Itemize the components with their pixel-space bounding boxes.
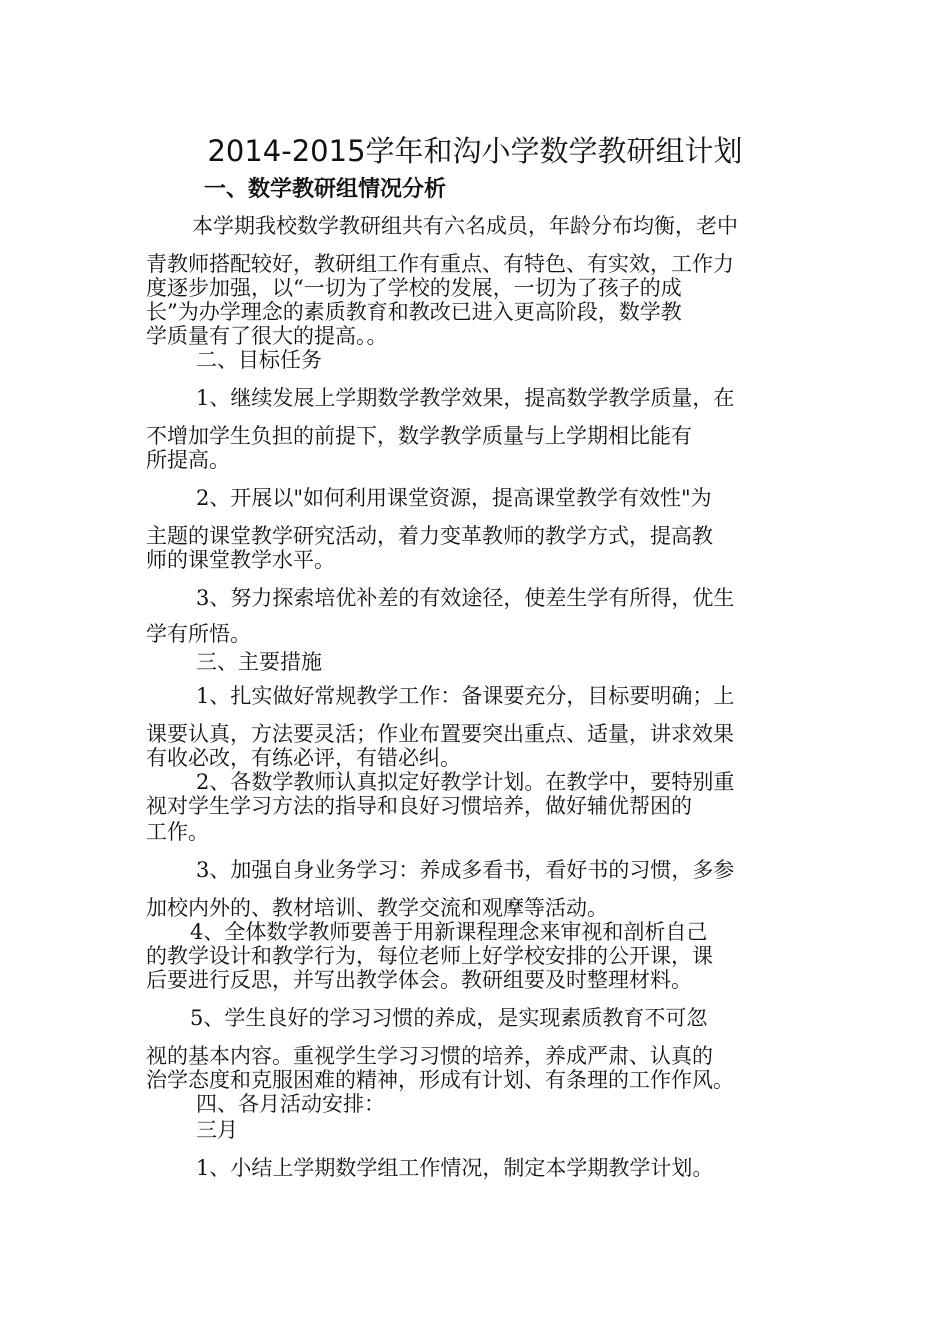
paragraph-line: 度逐步加强，以“一切为了学校的发展，一切为了孩子的成: [146, 276, 682, 300]
section-heading-1: 一、数学教研组情况分析: [204, 177, 447, 202]
paragraph-line: 3、加强自身业务学习：养成多看书，看好书的习惯，多参: [196, 858, 735, 882]
paragraph-line: 视对学生学习方法的指导和良好习惯培养，做好辅优帮困的: [146, 794, 692, 818]
paragraph-line: 学有所悟。: [146, 622, 251, 646]
section-heading-3: 三、主要措施: [196, 650, 322, 674]
paragraph-line: 工作。: [146, 820, 209, 844]
paragraph-line: 加校内外的、教材培训、教学交流和观摩等活动。: [146, 896, 608, 920]
paragraph-line: 5、学生良好的学习习惯的养成，是实现素质教育不可忽: [190, 1006, 708, 1030]
paragraph-line: 主题的课堂教学研究活动，着力变革教师的教学方式，提高教: [146, 524, 713, 548]
paragraph-line: 课要认真，方法要灵活；作业布置要突出重点、适量，讲求效果: [146, 722, 734, 746]
paragraph-line: 有收必改，有练必评，有错必纠。: [146, 746, 461, 770]
paragraph-line: 不增加学生负担的前提下，数学教学质量与上学期相比能有: [146, 424, 692, 448]
paragraph-line: 青教师搭配较好，教研组工作有重点、有特色、有实效，工作力: [146, 252, 734, 276]
paragraph-line: 1、扎实做好常规教学工作：备课要充分，目标要明确；上: [196, 684, 735, 708]
paragraph-line: 4、全体数学教师要善于用新课程理念来审视和剖析自己: [190, 920, 708, 944]
document-title: 2014-2015学年和沟小学数学教研组计划: [207, 134, 743, 168]
paragraph-line: 治学态度和克服困难的精神，形成有计划、有条理的工作作风。: [146, 1068, 734, 1092]
paragraph-line: 3、努力探索培优补差的有效途径，使差生学有所得，优生: [196, 586, 735, 610]
paragraph-line: 后要进行反思，并写出教学体会。教研组要及时整理材料。: [146, 968, 692, 992]
paragraph-line: 1、继续发展上学期数学教学效果，提高数学教学质量，在: [196, 386, 735, 410]
paragraph-line: 2、各数学教师认真拟定好教学计划。在教学中，要特别重: [196, 770, 735, 794]
paragraph-line: 的教学设计和教学行为，每位老师上好学校安排的公开课，课: [146, 944, 713, 968]
paragraph-line: 1、小结上学期数学组工作情况，制定本学期教学计划。: [196, 1156, 714, 1180]
month-heading: 三月: [196, 1118, 238, 1142]
paragraph-line: 长”为办学理念的素质教育和教改已进入更高阶段，数学教: [146, 300, 682, 324]
paragraph-line: 本学期我校数学教研组共有六名成员，年龄分布均衡，老中: [192, 214, 738, 238]
section-heading-2: 二、目标任务: [196, 348, 322, 372]
paragraph-line: 2、开展以"如何利用课堂资源，提高课堂教学有效性"为: [196, 486, 712, 510]
paragraph-line: 所提高。: [146, 448, 230, 472]
paragraph-line: 学质量有了很大的提高。。: [146, 324, 388, 348]
section-heading-4: 四、各月活动安排：: [196, 1092, 385, 1116]
paragraph-line: 视的基本内容。重视学生学习习惯的培养，养成严肃、认真的: [146, 1044, 713, 1068]
paragraph-line: 师的课堂教学水平。: [146, 548, 335, 572]
